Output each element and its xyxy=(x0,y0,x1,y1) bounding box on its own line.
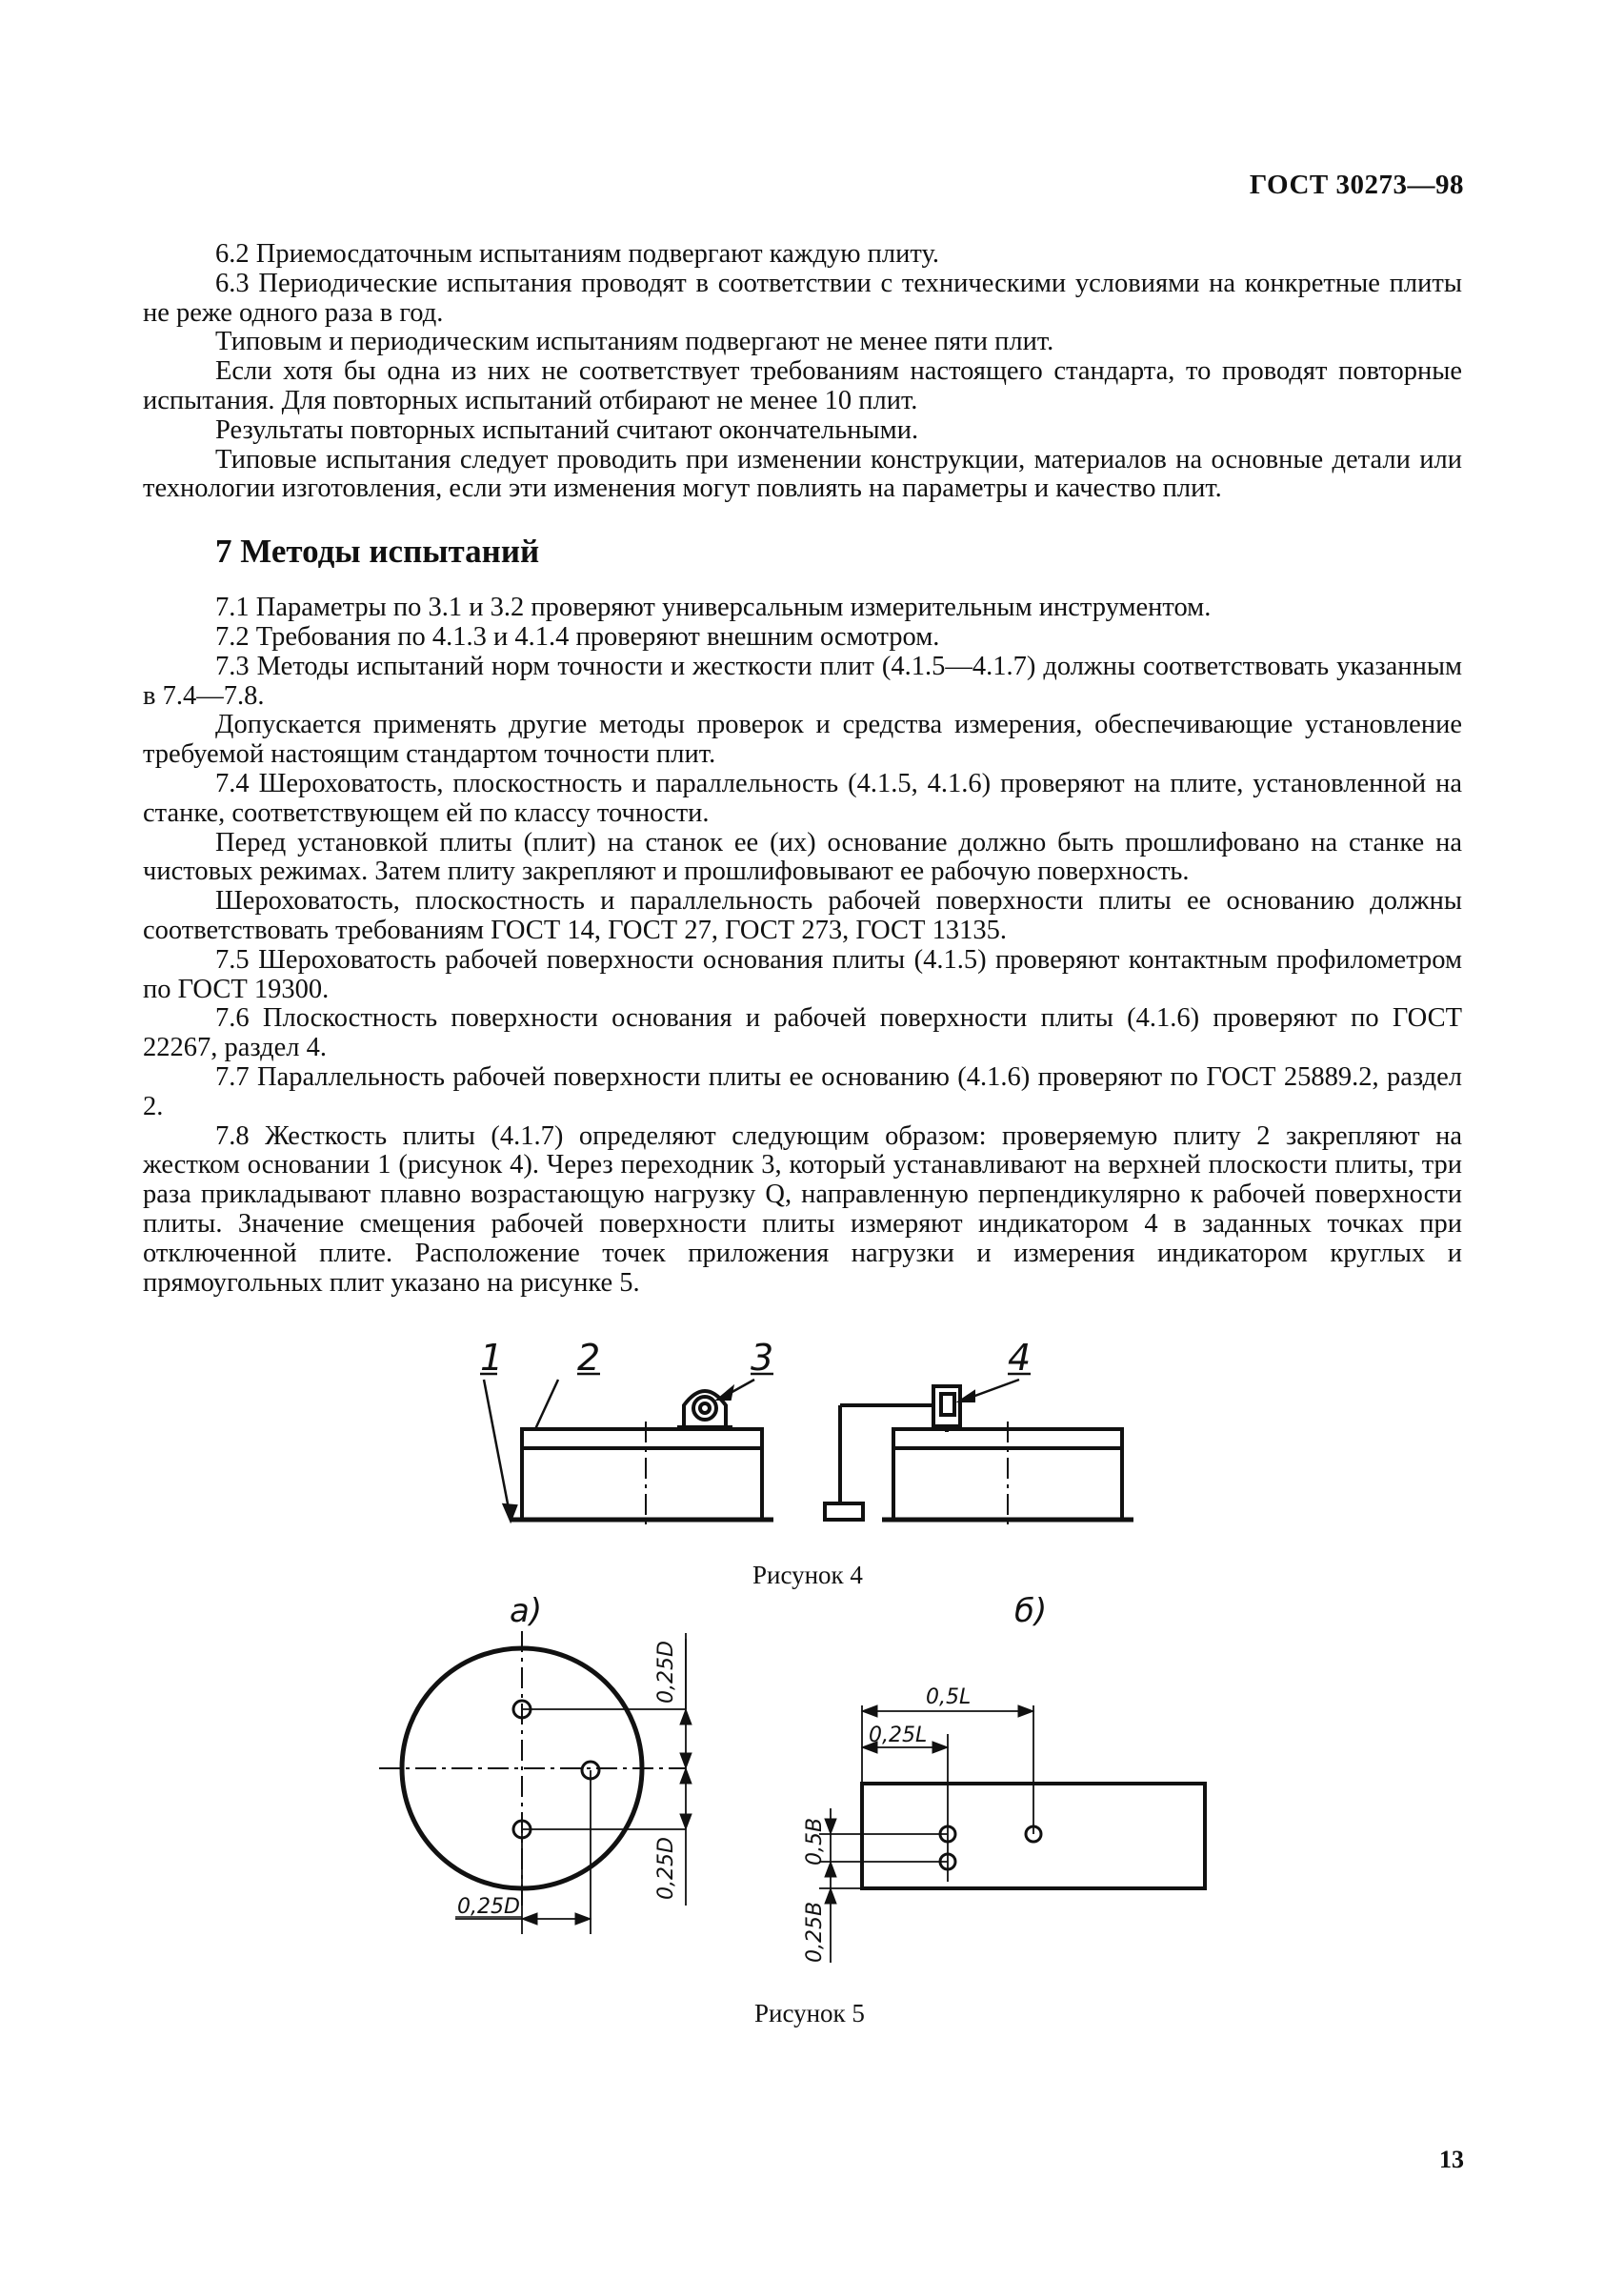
label-1: 1 xyxy=(480,1337,504,1379)
document-id: ГОСТ 30273—98 xyxy=(1249,170,1464,200)
dim-label: 0,5B xyxy=(803,1817,827,1866)
figure-5a-drawing xyxy=(379,1631,692,1934)
plate-left xyxy=(522,1429,762,1520)
paragraph: 7.4 Шероховатость, плоскостность и параллельность (4.1.5, 4.1.6) проверяют на плите, установленной на станке, соответствующем ей по классу точности. xyxy=(143,768,1462,828)
paragraph: 6.2 Приемосдаточным испытаниям подвергают каждую плиту. xyxy=(215,239,940,269)
paragraph: Шероховатость, плоскостность и параллельность рабочей поверхности плиты ее основанию должны соответствовать требованиям ГОСТ 14, ГОСТ 27, ГОСТ 273, ГОСТ 13135. xyxy=(143,886,1462,945)
paragraph: Допускается применять другие методы проверок и средства измерения, обеспечивающие установление требуемой настоящим стандартом точности плит. xyxy=(143,710,1462,770)
paragraph: 7.7 Параллельность рабочей поверхности плиты ее основанию (4.1.6) проверяют по ГОСТ 25889.2, раздел 2. xyxy=(143,1061,1462,1121)
paragraph: 7.6 Плоскостность поверхности основания и рабочей поверхности плиты (4.1.6) проверяют по ГОСТ 22267, раздел 4. xyxy=(143,1003,1462,1063)
dim-label: 0,25B xyxy=(803,1901,827,1963)
paragraph: 7.2 Требования по 4.1.3 и 4.1.4 проверяют внешним осмотром. xyxy=(215,621,940,652)
subfigure-a-label: а) xyxy=(510,1592,543,1630)
paragraph: Перед установкой плиты (плит) на станок ее (их) основание должно быть прошлифовано на станке на чистовых режимах. Затем плиту закрепляют и прошлифовывают ее рабочую поверхность. xyxy=(143,827,1462,887)
paragraph: Типовые испытания следует проводить при изменении конструкции, материалов на основные детали или технологии изготовления, если эти изменения могут повлиять на параметры и качество плит. xyxy=(143,444,1462,504)
figure-5-caption: Рисунок 5 xyxy=(754,1999,865,2027)
dim-label: 0,25D xyxy=(654,1641,678,1704)
dim-label: 0,25D xyxy=(654,1837,678,1900)
paragraph: 6.3 Периодические испытания проводят в соответствии с техническими условиями на конкретные плиты не реже одного раза в год. xyxy=(143,268,1462,328)
paragraph: 7.5 Шероховатость рабочей поверхности основания плиты (4.1.5) проверяют контактным профилометром по ГОСТ 19300. xyxy=(143,944,1462,1004)
dim-label: 0,25L xyxy=(869,1724,928,1747)
paragraph: Результаты повторных испытаний считают окончательными. xyxy=(215,414,919,445)
paragraph: 7.3 Методы испытаний норм точности и жесткости плит (4.1.5—4.1.7) должны соответствовать указанным в 7.4—7.8. xyxy=(143,651,1462,711)
paragraph: 7.8 Жесткость плиты (4.1.7) определяют следующим образом: проверяемую плиту 2 закрепляют на жестком основании 1 (рисунок 4). Через переходник 3, который устанавливают на верхней плоскости плиты, три раза прикладывают плавно возрастающую нагрузку Q, направленную перпендикулярно к рабочей поверхности плиты. Значение смещения рабочей поверхности плиты измеряют индикатором 4 в заданных точках при отключенной плите. Расположение точек приложения нагрузки и измерения индикатором круглых и прямоугольных плит указано на рисунке 5. xyxy=(143,1120,1462,1298)
dim-label: 0,5L xyxy=(926,1685,972,1709)
paragraph: Типовым и периодическим испытаниям подвергают не менее пяти плит. xyxy=(215,327,1054,357)
figure-5a-labels xyxy=(455,1592,678,1919)
label-3: 3 xyxy=(751,1337,774,1379)
label-2: 2 xyxy=(577,1337,601,1379)
figure-4-caption: Рисунок 4 xyxy=(752,1561,863,1589)
paragraph: Если хотя бы одна из них не соответствует требованиям настоящего стандарта, то проводят повторные испытания. Для повторных испытаний отбирают не менее 10 плит. xyxy=(143,356,1462,415)
subfigure-b-label: б) xyxy=(1014,1592,1048,1630)
label-4: 4 xyxy=(1008,1337,1032,1379)
dim-label: 0,25D xyxy=(457,1895,520,1919)
paragraph: 7.1 Параметры по 3.1 и 3.2 проверяют универсальным измерительным инструментом. xyxy=(215,593,1212,623)
page-number: 13 xyxy=(1439,2146,1464,2173)
figure-5b-labels xyxy=(803,1592,1047,1963)
section-title: 7 Методы испытаний xyxy=(215,533,540,571)
figure-4-labels xyxy=(480,1337,1031,1379)
figure-4-drawing xyxy=(484,1380,1133,1524)
